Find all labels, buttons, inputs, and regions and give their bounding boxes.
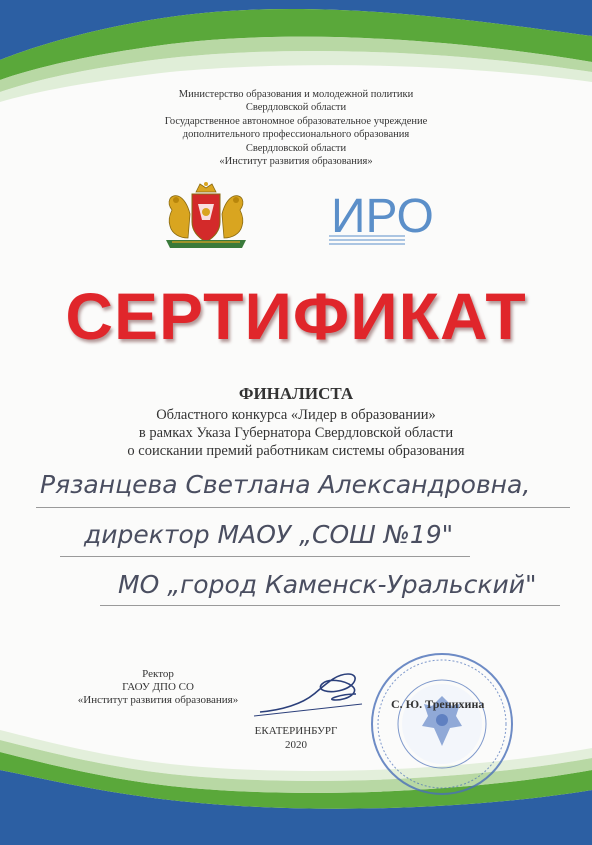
header-line: Государственное автономное образовательное учреждение [164, 115, 428, 127]
recipient-position-line [60, 556, 470, 557]
recipient-municipality-line [100, 605, 560, 606]
certificate-subtitle: ФИНАЛИСТА [238, 384, 354, 403]
iro-logo-text: ИРО [331, 190, 434, 243]
issue-year: 2020 [285, 739, 307, 751]
contest-description [0, 406, 592, 460]
recipient-name-line [36, 507, 570, 508]
rector-line: ГАОУ ДПО СО [122, 681, 194, 693]
header-line: Свердловской области [245, 142, 347, 154]
city-and-year [0, 724, 592, 752]
coat-of-arms-emblem [158, 180, 254, 252]
issuer-header [0, 88, 592, 168]
recipient-municipality: МО „город Каменск-Уральский" [118, 570, 537, 599]
certificate-title: СЕРТИФИКАТ [65, 279, 527, 353]
description-line: Областного конкурса «Лидер в образовании» [156, 407, 436, 423]
rector-block [58, 668, 258, 707]
rector-signature [252, 660, 372, 720]
header-line: «Институт развития образования» [219, 156, 373, 168]
description-line: в рамках Указа Губернатора Свердловской области [138, 425, 454, 441]
header-line: Свердловской области [245, 102, 347, 114]
rector-line: Ректор [142, 668, 174, 680]
header-line: дополнительного профессионального образования [182, 129, 410, 141]
city-name: ЕКАТЕРИНБУРГ [254, 725, 338, 737]
recipient-position: директор МАОУ „СОШ №19" [84, 520, 454, 549]
iro-logo [327, 180, 434, 252]
description-line: о соискании премий работникам системы образования [127, 443, 465, 459]
signer-name: С. Ю. Тренихина [391, 697, 485, 711]
recipient-name: Рязанцева Светлана Александровна, [40, 470, 531, 499]
rector-line: «Институт развития образования» [77, 694, 239, 706]
header-line: Министерство образования и молодежной политики [178, 89, 414, 100]
